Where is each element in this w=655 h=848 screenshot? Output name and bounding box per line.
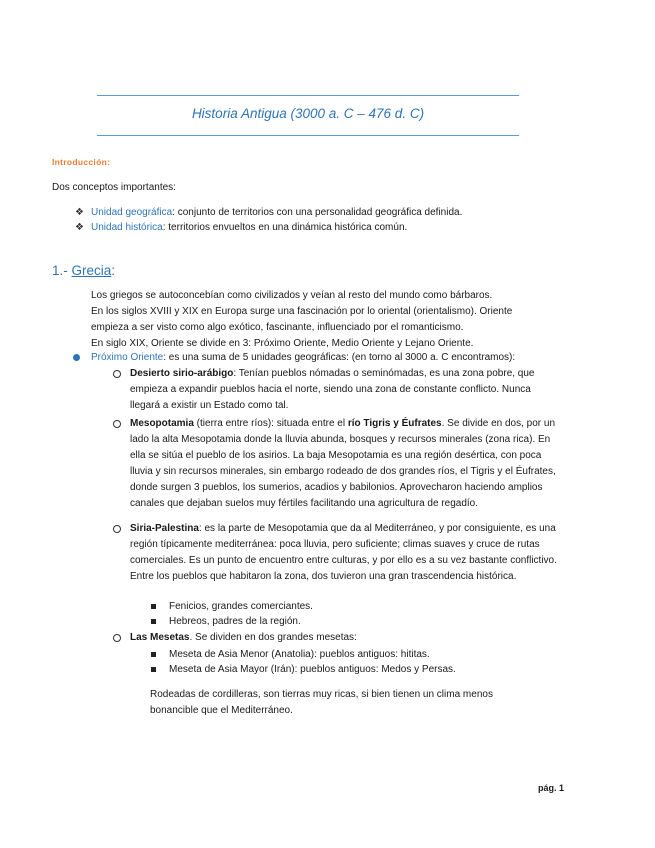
title-bottom-rule [97, 135, 519, 136]
region-siria [130, 521, 560, 585]
section-number: 1.- [52, 263, 72, 278]
page-number: pág. 1 [537, 783, 564, 793]
concept-term: Unidad histórica [91, 222, 163, 233]
region-text: : situada entre el [271, 418, 348, 429]
region-text: : es la parte de Mesopotamia que da al Mediterráneo, y por consiguiente, es una región típicamente mediterránea: poca lluvia, pero suficiente; climas suaves y cruce de rutas comerciales. Es un punto de encuentro entre culturas, y por ello es a su vez bastante conflictivo. Entre los pueblos que habitaron la zona, dos tuvieron una gran trascendencia histórica. [130, 523, 557, 582]
document-title: Historia Antigua (3000 a. C – 476 d. C) [191, 106, 425, 121]
meseta-item: Meseta de Asia Mayor (Irán): pueblos antiguos: Medos y Persas. [169, 664, 456, 675]
region-paren: (tierra entre ríos) [193, 418, 272, 429]
people-item: Hebreos, padres de la región. [169, 616, 301, 627]
concept-term: Unidad geográfica [91, 207, 173, 218]
square-bullet-icon [151, 619, 156, 624]
intro-line: Los griegos se autoconcebían como civilizados y veían al resto del mundo como bárbaros. [91, 290, 493, 301]
region-desierto [130, 366, 560, 414]
circle-bullet-icon [113, 370, 121, 378]
proximo-text: : es una suma de 5 unidades geográficas: (en torno al 3000 a. C encontramos): [163, 352, 516, 363]
region-name: Mesopotamia [130, 418, 194, 429]
region-name: Las Mesetas [130, 632, 190, 643]
circle-bullet-icon [113, 525, 121, 533]
square-bullet-icon [151, 667, 156, 672]
concept-item [75, 205, 462, 221]
region-rivers: río Tigris y Éufrates [347, 418, 442, 429]
intro-line: En los siglos XVIII y XIX en Europa surge una fascinación por lo oriental (orientalismo). Oriente [91, 306, 513, 317]
diamond-bullet-icon: ❖ [75, 222, 84, 233]
region-text: . Se dividen en dos grandes mesetas: [189, 632, 357, 643]
intro-line: empieza a ser visto como algo exótico, fascinante, influenciado por el romanticismo. [91, 322, 464, 333]
region-mesetas [130, 630, 357, 646]
region-text: . Se divide en dos, por un lado la alta Mesopotamia donde la lluvia abunda, bosques y recursos minerales (zona rica). En ella se sitúa el pueblo de los asirios. La baja Mesopotamia es una región desértica, con poca lluvia y sin recursos minerales, sin embargo rodeado de dos grandes ríos, el Tigris y el Éufrates, donde surgen 3 pueblos, los sumerios, acadios y babilonios. Aprovecharon haciendo amplios canales que dejaban suelos muy fértiles facilitando una agricultura de regadío. [130, 418, 556, 509]
region-mesopotamia [130, 416, 560, 512]
diamond-bullet-icon: ❖ [75, 207, 84, 218]
proximo-oriente-item [91, 350, 515, 366]
region-text: : Tenían pueblos nómadas o seminómadas, es una zona pobre, que empieza a expandir pueblos hacia el norte, siendo una zona de constante conflicto. Nunca llegará a existir un Estado como tal. [130, 368, 535, 411]
intro-heading: Introducción: [52, 157, 111, 167]
meseta-item: Meseta de Asia Menor (Anatolia): pueblos antiguos: hititas. [169, 649, 430, 660]
concept-item [75, 220, 407, 236]
region-name: Desierto sirio-arábigo [130, 368, 234, 379]
section-title: Grecia [71, 263, 112, 278]
concept-definition: : territorios envueltos en una dinámica histórica común. [162, 222, 408, 233]
circle-bullet-icon [113, 420, 121, 428]
square-bullet-icon [151, 652, 156, 657]
section-intro [91, 288, 561, 352]
region-name: Siria-Palestina [130, 523, 199, 534]
concept-definition: : conjunto de territorios con una personalidad geográfica definida. [172, 207, 463, 218]
section-colon: : [111, 263, 116, 278]
intro-text: Dos conceptos importantes: [52, 182, 176, 193]
intro-line: En siglo XIX, Oriente se divide en 3: Próximo Oriente, Medio Oriente y Lejano Oriente. [91, 338, 474, 349]
circle-bullet-icon [113, 634, 121, 642]
mesetas-note: Rodeadas de cordilleras, son tierras muy ricas, si bien tienen un clima menos bonancible que el Mediterráneo. [150, 689, 493, 716]
section-heading [52, 263, 115, 278]
proximo-term: Próximo Oriente [91, 352, 164, 363]
bullet-icon [73, 354, 80, 361]
square-bullet-icon [151, 604, 156, 609]
title-top-rule [97, 95, 519, 96]
people-item: Fenicios, grandes comerciantes. [169, 601, 313, 612]
